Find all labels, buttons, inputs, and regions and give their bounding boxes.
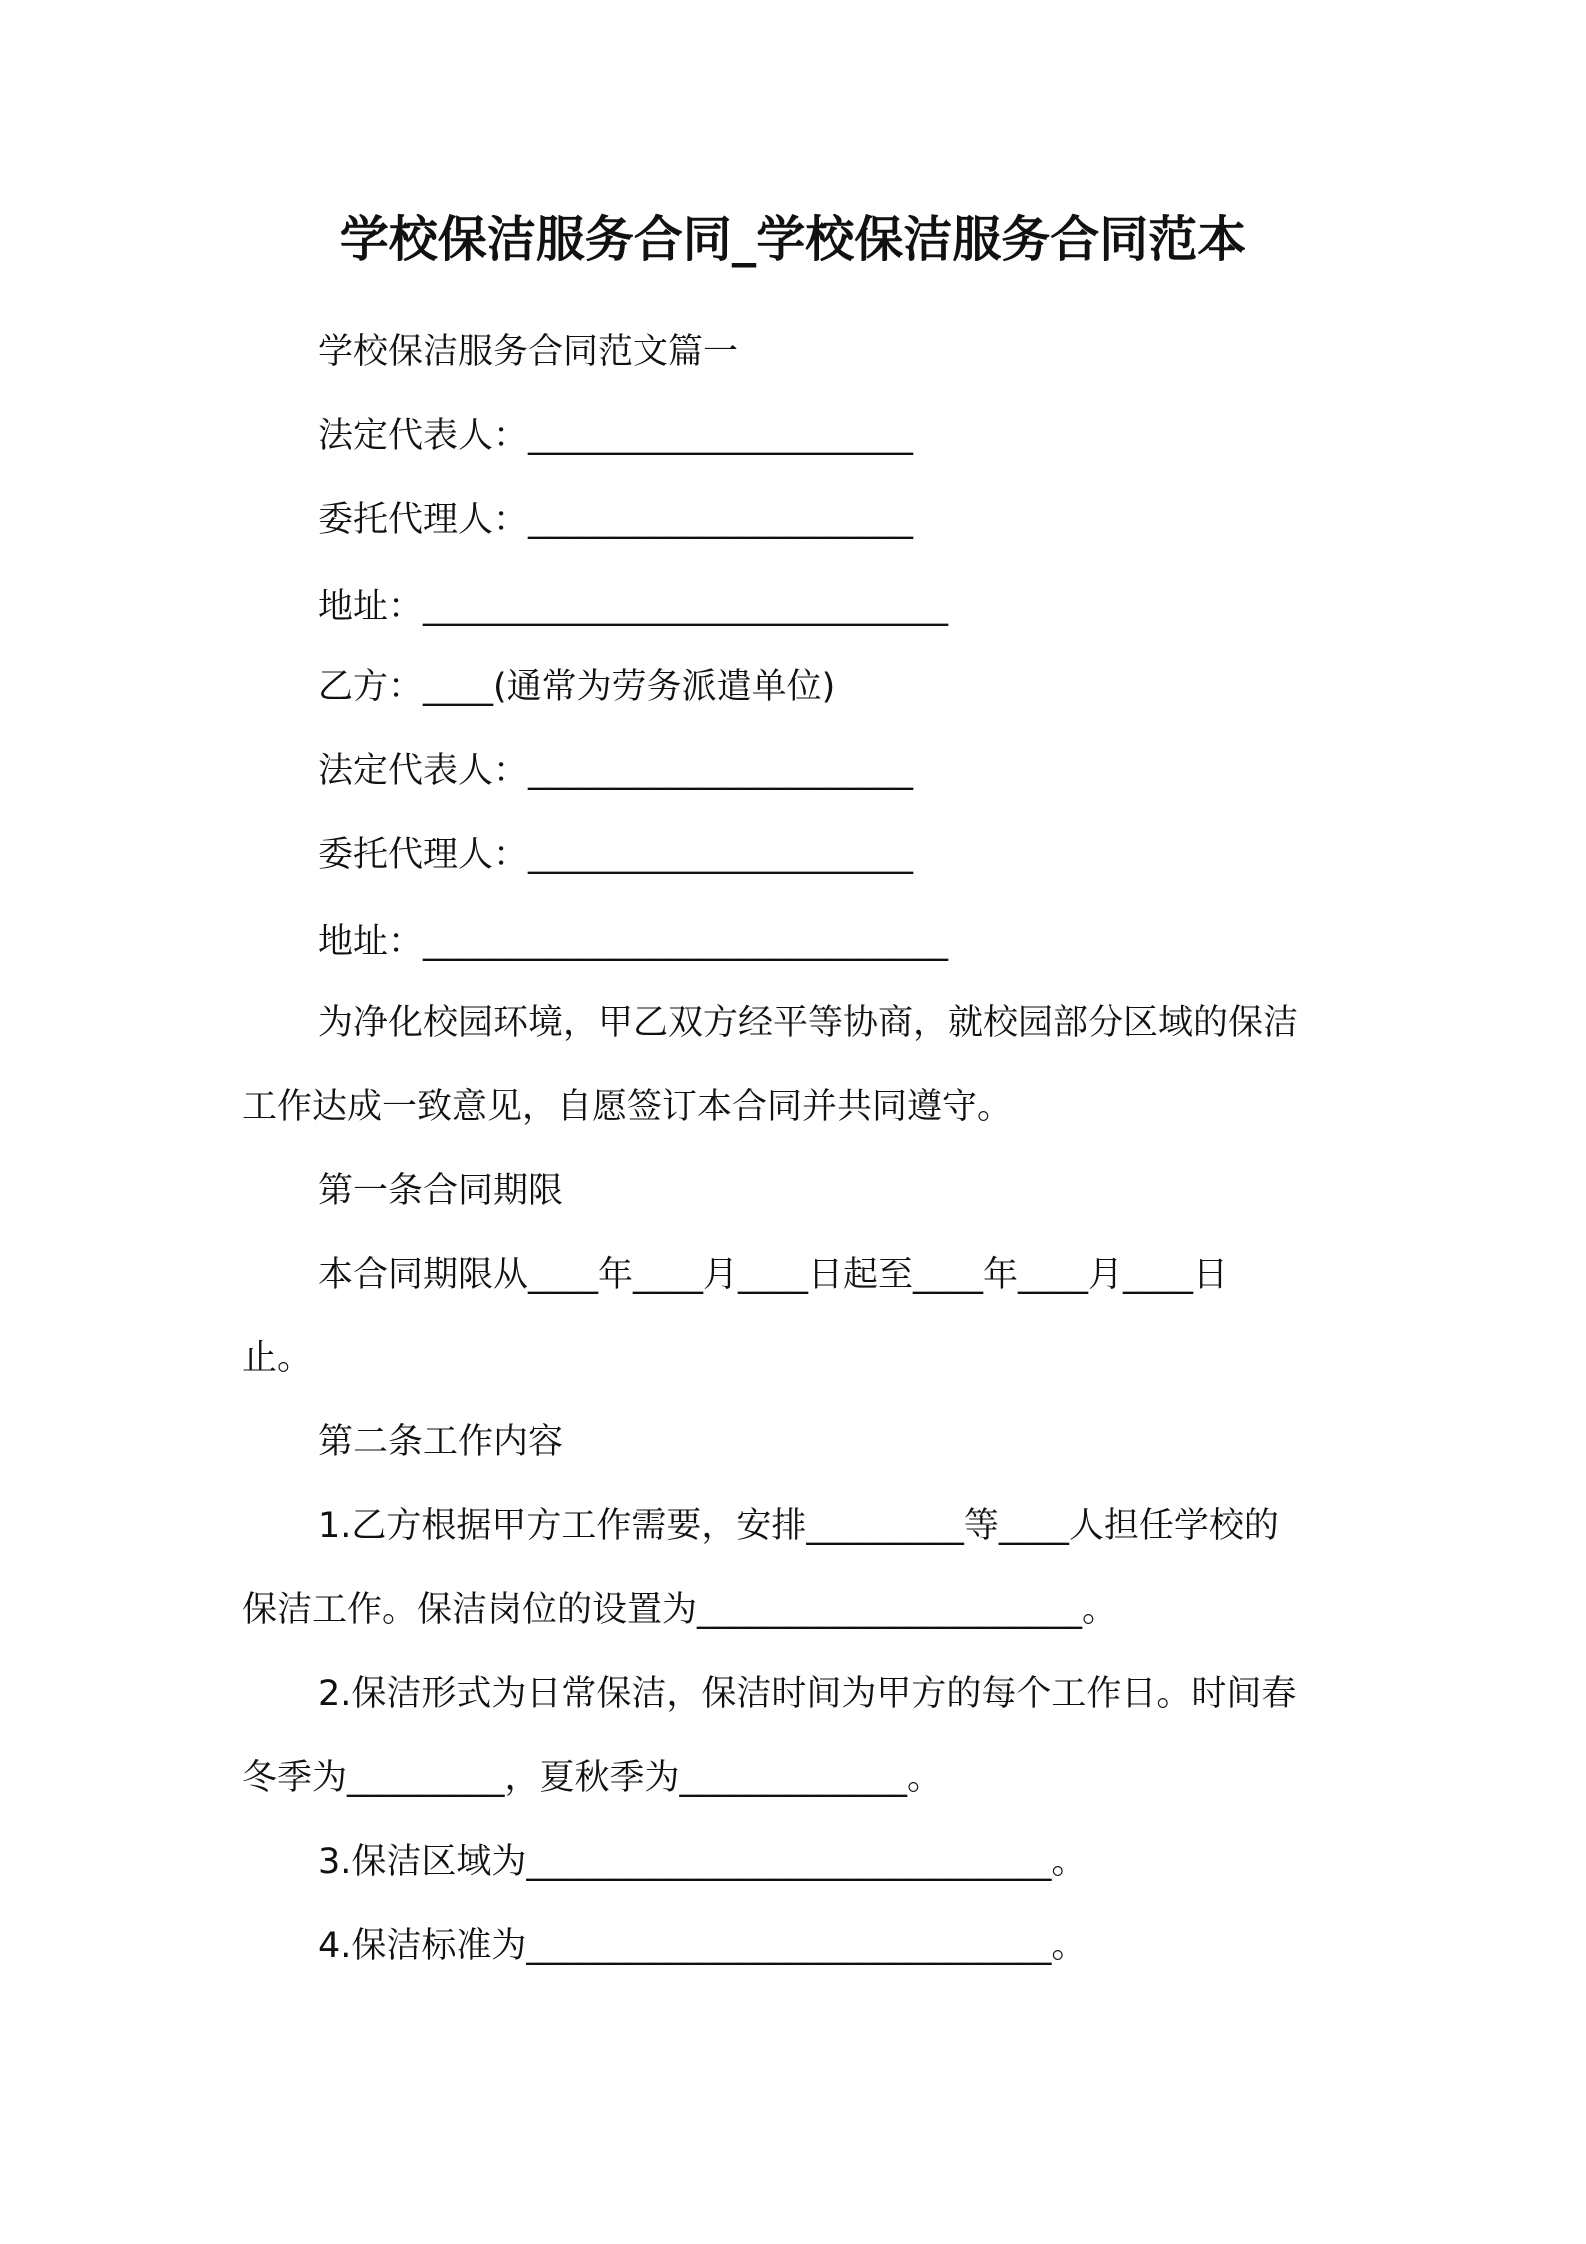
- clause-4: 4.保洁标准为______________________________。: [318, 1926, 1087, 1966]
- party-a-representative: 法定代表人：______________________: [318, 416, 914, 456]
- paragraph-intro: 为净化校园环境，甲乙双方经平等协商，就校园部分区域的保洁: [318, 1003, 1299, 1043]
- party-a-agent: 委托代理人：______________________: [318, 500, 914, 540]
- party-b-name: 乙方：____(通常为劳务派遣单位): [318, 667, 836, 707]
- article-2-heading: 第二条工作内容: [318, 1422, 564, 1462]
- party-a-address: 地址：______________________________: [318, 587, 949, 627]
- article-1-term-cont: 止。: [242, 1338, 313, 1378]
- party-b-agent: 委托代理人：______________________: [318, 835, 914, 875]
- section-heading: 学校保洁服务合同范文篇一: [318, 332, 739, 372]
- clause-2: 2.保洁形式为日常保洁，保洁时间为甲方的每个工作日。时间春: [318, 1674, 1297, 1714]
- paragraph-intro-cont: 工作达成一致意见，自愿签订本合同并共同遵守。: [242, 1087, 1013, 1127]
- clause-1-cont: 保洁工作。保洁岗位的设置为______________________。: [242, 1590, 1118, 1630]
- clause-1: 1.乙方根据甲方工作需要，安排_________等____人担任学校的: [318, 1506, 1279, 1546]
- clause-3: 3.保洁区域为______________________________。: [318, 1842, 1087, 1882]
- party-b-representative: 法定代表人：______________________: [318, 751, 914, 791]
- clause-2-cont: 冬季为_________，夏秋季为_____________。: [242, 1758, 943, 1798]
- article-1-term: 本合同期限从____年____月____日起至____年____月____日: [318, 1255, 1229, 1295]
- party-b-address: 地址：______________________________: [318, 922, 949, 962]
- document-title: 学校保洁服务合同_学校保洁服务合同范本: [339, 211, 1247, 268]
- article-1-heading: 第一条合同期限: [318, 1171, 564, 1211]
